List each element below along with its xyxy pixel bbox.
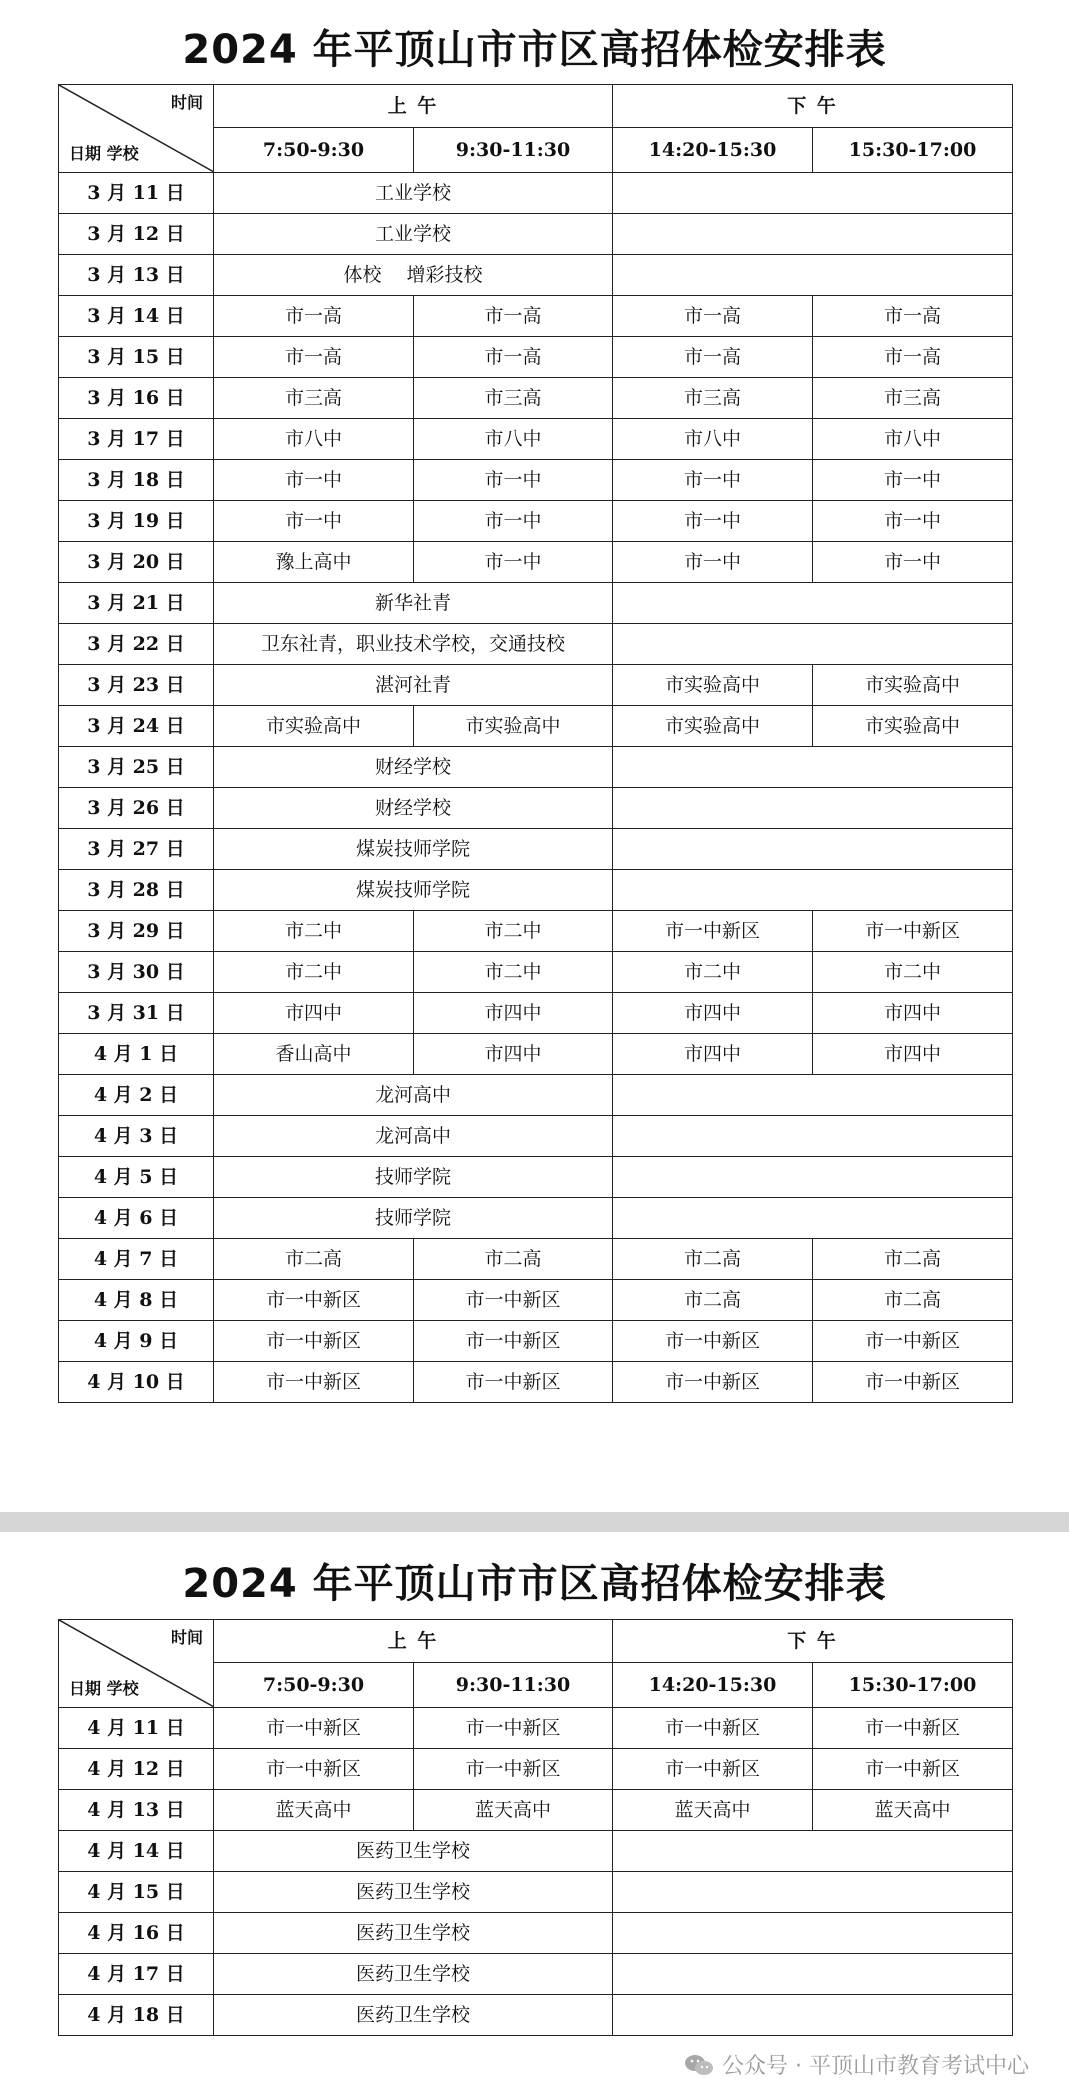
school-cell: 市一中 (414, 460, 613, 501)
school-cell: 市四中 (414, 1034, 613, 1075)
afternoon-cell (613, 173, 1013, 214)
header-corner (59, 85, 214, 173)
school-cell: 市一中 (414, 542, 613, 583)
page-separator (0, 1512, 1069, 1532)
afternoon-cell (613, 214, 1013, 255)
morning-cell: 工业学校 (214, 173, 613, 214)
school-cell: 市一中新区 (613, 1749, 813, 1790)
date-cell: 4 月 13 日 (59, 1790, 214, 1831)
page-title: 2024 年平顶山市市区高招体检安排表 (182, 1561, 887, 1607)
morning-cell: 龙河高中 (214, 1075, 613, 1116)
table-row (59, 706, 1013, 747)
school-cell: 市一高 (613, 296, 813, 337)
morning-cell: 医药卫生学校 (214, 1831, 613, 1872)
date-cell: 4 月 14 日 (59, 1831, 214, 1872)
school-cell: 市二高 (613, 1239, 813, 1280)
school-cell: 市一中新区 (214, 1708, 414, 1749)
school-cell: 市八中 (214, 419, 414, 460)
morning-cell: 技师学院 (214, 1198, 613, 1239)
morning-cell: 财经学校 (214, 747, 613, 788)
date-cell: 4 月 8 日 (59, 1280, 214, 1321)
header-date-school-label: 日期 学校 (69, 144, 139, 163)
date-cell: 3 月 31 日 (59, 993, 214, 1034)
date-cell: 4 月 3 日 (59, 1116, 214, 1157)
school-cell: 市一中 (214, 501, 414, 542)
date-cell: 3 月 27 日 (59, 829, 214, 870)
school-cell: 市一中新区 (613, 911, 813, 952)
table-row (59, 870, 1013, 911)
afternoon-cell (613, 788, 1013, 829)
date-cell: 3 月 30 日 (59, 952, 214, 993)
date-cell: 4 月 5 日 (59, 1157, 214, 1198)
date-cell: 4 月 11 日 (59, 1708, 214, 1749)
date-cell: 4 月 10 日 (59, 1362, 214, 1403)
table-row (59, 952, 1013, 993)
school-cell: 蓝天高中 (613, 1790, 813, 1831)
school-cell: 市二高 (813, 1239, 1013, 1280)
date-cell: 4 月 7 日 (59, 1239, 214, 1280)
header-slot: 7:50-9:30 (214, 128, 414, 173)
school-cell: 市三高 (414, 378, 613, 419)
date-cell: 3 月 14 日 (59, 296, 214, 337)
school-cell: 市四中 (414, 993, 613, 1034)
header-morning: 上 午 (214, 85, 613, 128)
school-cell: 市一中 (813, 501, 1013, 542)
header-slot: 9:30-11:30 (414, 1663, 613, 1708)
afternoon-cell (613, 255, 1013, 296)
header-slot: 15:30-17:00 (813, 128, 1013, 173)
header-slot: 14:20-15:30 (613, 1663, 813, 1708)
school-cell: 市四中 (813, 993, 1013, 1034)
table-row (59, 993, 1013, 1034)
school-cell: 市实验高中 (214, 706, 414, 747)
school-cell: 市一中 (813, 542, 1013, 583)
header-morning: 上 午 (214, 1620, 613, 1663)
school-cell: 市二高 (613, 1280, 813, 1321)
school-cell: 市一中新区 (813, 1362, 1013, 1403)
table-row (59, 829, 1013, 870)
afternoon-cell (613, 829, 1013, 870)
school-cell: 市二高 (214, 1239, 414, 1280)
schedule-table (58, 1619, 1013, 2036)
date-cell: 4 月 1 日 (59, 1034, 214, 1075)
header-afternoon: 下 午 (613, 1620, 1013, 1663)
school-cell: 市一高 (214, 337, 414, 378)
date-cell: 4 月 2 日 (59, 1075, 214, 1116)
morning-cell: 煤炭技师学院 (214, 829, 613, 870)
school-cell: 市一中新区 (214, 1280, 414, 1321)
school-cell: 市三高 (613, 378, 813, 419)
afternoon-cell (613, 1075, 1013, 1116)
school-cell: 香山高中 (214, 1034, 414, 1075)
school-cell: 市一中 (414, 501, 613, 542)
schedule-table (58, 84, 1013, 1403)
school-cell: 市八中 (813, 419, 1013, 460)
morning-cell: 医药卫生学校 (214, 1872, 613, 1913)
date-cell: 3 月 21 日 (59, 583, 214, 624)
school-cell: 市一中新区 (414, 1362, 613, 1403)
header-slot: 9:30-11:30 (414, 128, 613, 173)
date-cell: 3 月 13 日 (59, 255, 214, 296)
date-cell: 3 月 17 日 (59, 419, 214, 460)
school-cell: 市四中 (214, 993, 414, 1034)
school-cell: 市一中 (214, 460, 414, 501)
table-row (59, 1913, 1013, 1954)
afternoon-cell (613, 1831, 1013, 1872)
morning-cell: 煤炭技师学院 (214, 870, 613, 911)
school-cell: 市一中新区 (813, 1708, 1013, 1749)
morning-cell: 财经学校 (214, 788, 613, 829)
morning-cell: 新华社青 (214, 583, 613, 624)
table-row (59, 1321, 1013, 1362)
school-cell: 蓝天高中 (813, 1790, 1013, 1831)
wechat-icon (684, 2053, 714, 2077)
table-row (59, 296, 1013, 337)
header-corner (59, 1620, 214, 1708)
school-cell: 市二高 (414, 1239, 613, 1280)
school-cell: 市二中 (214, 952, 414, 993)
table-row (59, 173, 1013, 214)
school-cell: 市一高 (414, 296, 613, 337)
afternoon-cell (613, 1995, 1013, 2036)
table-row (59, 460, 1013, 501)
school-cell: 市实验高中 (414, 706, 613, 747)
table-row (59, 1995, 1013, 2036)
morning-cell: 医药卫生学校 (214, 1913, 613, 1954)
school-cell: 市一中新区 (414, 1280, 613, 1321)
afternoon-cell (613, 624, 1013, 665)
header-date-school-label: 日期 学校 (69, 1679, 139, 1698)
school-cell: 市四中 (613, 993, 813, 1034)
afternoon-cell (613, 1157, 1013, 1198)
header-slot: 15:30-17:00 (813, 1663, 1013, 1708)
date-cell: 4 月 18 日 (59, 1995, 214, 2036)
table-row (59, 1362, 1013, 1403)
date-cell: 3 月 19 日 (59, 501, 214, 542)
table-row (59, 1831, 1013, 1872)
watermark-text: 公众号 · 平顶山市教育考试中心 (722, 2054, 1029, 2079)
table-row (59, 911, 1013, 952)
date-cell: 4 月 9 日 (59, 1321, 214, 1362)
date-cell: 3 月 11 日 (59, 173, 214, 214)
school-cell: 市一中新区 (214, 1749, 414, 1790)
school-cell: 市一中 (813, 460, 1013, 501)
table-row (59, 337, 1013, 378)
school-cell: 市一高 (214, 296, 414, 337)
school-cell: 市实验高中 (813, 706, 1013, 747)
date-cell: 3 月 12 日 (59, 214, 214, 255)
afternoon-cell (613, 1198, 1013, 1239)
table-row (59, 1708, 1013, 1749)
afternoon-cell (613, 1872, 1013, 1913)
header-time-label: 时间 (170, 1628, 203, 1647)
school-cell: 市一中新区 (613, 1362, 813, 1403)
header-time-label: 时间 (170, 93, 203, 112)
school-cell: 市一中新区 (613, 1321, 813, 1362)
school-cell: 市一中新区 (414, 1321, 613, 1362)
table-row (59, 1872, 1013, 1913)
afternoon-cell (613, 583, 1013, 624)
table-row (59, 501, 1013, 542)
morning-cell: 医药卫生学校 (214, 1995, 613, 2036)
date-cell: 3 月 15 日 (59, 337, 214, 378)
table-row (59, 583, 1013, 624)
header-slot: 7:50-9:30 (214, 1663, 414, 1708)
watermark (684, 2049, 1029, 2080)
table-row (59, 1198, 1013, 1239)
school-cell: 市一中 (613, 460, 813, 501)
date-cell: 4 月 17 日 (59, 1954, 214, 1995)
date-cell: 4 月 15 日 (59, 1872, 214, 1913)
school-cell: 市二中 (613, 952, 813, 993)
table-row (59, 1034, 1013, 1075)
date-cell: 3 月 29 日 (59, 911, 214, 952)
afternoon-cell (613, 870, 1013, 911)
table-row (59, 1954, 1013, 1995)
date-cell: 3 月 25 日 (59, 747, 214, 788)
header-afternoon: 下 午 (613, 85, 1013, 128)
school-cell: 市一高 (613, 337, 813, 378)
school-cell: 市二中 (414, 952, 613, 993)
table-body (59, 1708, 1013, 2036)
table-header (59, 85, 1013, 173)
morning-cell: 龙河高中 (214, 1116, 613, 1157)
date-cell: 3 月 26 日 (59, 788, 214, 829)
school-cell: 市一中 (613, 501, 813, 542)
morning-cell: 湛河社青 (214, 665, 613, 706)
date-cell: 3 月 24 日 (59, 706, 214, 747)
table-row (59, 788, 1013, 829)
school-cell: 市三高 (813, 378, 1013, 419)
school-cell: 市一中新区 (813, 911, 1013, 952)
school-cell: 市实验高中 (613, 706, 813, 747)
school-cell: 市一中新区 (214, 1362, 414, 1403)
table-row (59, 1790, 1013, 1831)
afternoon-cell (613, 747, 1013, 788)
date-cell: 4 月 12 日 (59, 1749, 214, 1790)
school-cell: 蓝天高中 (214, 1790, 414, 1831)
table-header (59, 1620, 1013, 1708)
table-row (59, 1116, 1013, 1157)
table-row (59, 214, 1013, 255)
school-cell: 豫上高中 (214, 542, 414, 583)
school-cell: 蓝天高中 (414, 1790, 613, 1831)
school-cell: 市一中新区 (613, 1708, 813, 1749)
date-cell: 3 月 16 日 (59, 378, 214, 419)
school-cell: 市一中新区 (414, 1708, 613, 1749)
afternoon-cell (613, 1116, 1013, 1157)
table-row (59, 624, 1013, 665)
school-cell: 市八中 (613, 419, 813, 460)
table-row (59, 747, 1013, 788)
date-cell: 3 月 28 日 (59, 870, 214, 911)
date-cell: 3 月 18 日 (59, 460, 214, 501)
header-slot: 14:20-15:30 (613, 128, 813, 173)
afternoon-cell (613, 1913, 1013, 1954)
school-cell: 市一高 (414, 337, 613, 378)
morning-cell: 医药卫生学校 (214, 1954, 613, 1995)
morning-cell: 卫东社青，职业技术学校，交通技校 (214, 624, 613, 665)
school-cell: 市一中新区 (813, 1749, 1013, 1790)
schedule-page-2 (0, 1532, 1069, 2098)
morning-cell: 技师学院 (214, 1157, 613, 1198)
table-row (59, 378, 1013, 419)
school-cell: 市二中 (214, 911, 414, 952)
table-row (59, 1157, 1013, 1198)
school-cell: 市实验高中 (613, 665, 813, 706)
school-cell: 市一高 (813, 296, 1013, 337)
school-cell: 市四中 (813, 1034, 1013, 1075)
date-cell: 4 月 6 日 (59, 1198, 214, 1239)
school-cell: 市实验高中 (813, 665, 1013, 706)
table-row (59, 255, 1013, 296)
school-cell: 市八中 (414, 419, 613, 460)
school-cell: 市一中新区 (414, 1749, 613, 1790)
table-row (59, 419, 1013, 460)
morning-cell: 工业学校 (214, 214, 613, 255)
date-cell: 3 月 20 日 (59, 542, 214, 583)
school-cell: 市三高 (214, 378, 414, 419)
school-cell: 市四中 (613, 1034, 813, 1075)
school-cell: 市二中 (414, 911, 613, 952)
afternoon-cell (613, 1954, 1013, 1995)
table-row (59, 542, 1013, 583)
date-cell: 4 月 16 日 (59, 1913, 214, 1954)
table-row (59, 665, 1013, 706)
school-cell: 市一中 (613, 542, 813, 583)
school-cell: 市二高 (813, 1280, 1013, 1321)
morning-cell: 体校 增彩技校 (214, 255, 613, 296)
table-body (59, 173, 1013, 1403)
school-cell: 市二中 (813, 952, 1013, 993)
table-row (59, 1075, 1013, 1116)
table-row (59, 1749, 1013, 1790)
date-cell: 3 月 23 日 (59, 665, 214, 706)
date-cell: 3 月 22 日 (59, 624, 214, 665)
school-cell: 市一中新区 (813, 1321, 1013, 1362)
school-cell: 市一高 (813, 337, 1013, 378)
table-row (59, 1239, 1013, 1280)
table-row (59, 1280, 1013, 1321)
page-title: 2024 年平顶山市市区高招体检安排表 (182, 27, 887, 73)
school-cell: 市一中新区 (214, 1321, 414, 1362)
